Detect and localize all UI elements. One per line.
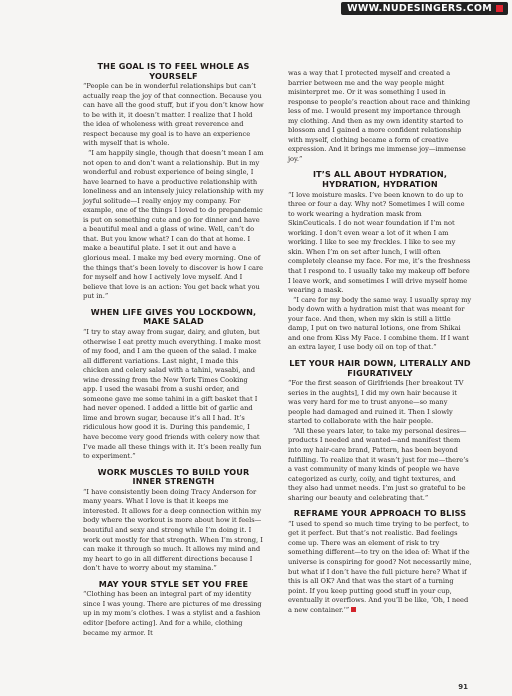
body-paragraph: was a way that I protected myself and created a barrier between me and the way people might misinterpret me. Or it was something I used in response to people’s reaction about race and thinking less of me. I would present my importance through my clothing. And then as my own identity started to blossom and I gained a more confident relationship with myself, clothing became a form of creative expression. And it brings me immense joy—immense joy.” [288,69,471,163]
section-heading: MAY YOUR STYLE SET YOU FREE [98,578,249,589]
body-paragraph: “I love moisture masks. I’ve been known to do up to three or four a day. Why not? Sometimes I will come to work wearing a hydration mask from SkinCeuticals. I do not wear foundation if I’m not working. I don’t even wear a lot of it when I am working. I like to see my freckles. I like to see my skin. When I’m on set after lunch, I will often completely cleanse my face. For me, it’s the freshness that I respond to. I usually take my makeup off before I leave work, and sometimes I will drive myself home wearing a mask. [288,190,471,295]
left-column [83,62,264,638]
section-hydration [288,170,472,352]
section-heading: REFRAME YOUR APPROACH TO BLISS [293,508,467,519]
section-whole [83,62,264,302]
section-heading: WHEN LIFE GIVES YOU LOCKDOWN, MAKE SALAD [90,306,257,327]
end-mark-icon [351,607,356,612]
body-paragraph: “All these years later, to take my personal desires—products I needed and wanted—and manifest them into my hair-care brand, Pattern, has been beyond fulfilling. To realize that it wasn’t just for me—there’s a vast community of many kinds of people we have categorized as curly, coily, and tight textures, and they also had unmet needs. I’m just so grateful to be sharing our beauty and celebrating that.” [288,426,469,502]
section-heading: IT’S ALL ABOUT HYDRATION, HYDRATION, HYDRATION [312,169,448,190]
watermark-badge [341,2,508,15]
body-paragraph-final [288,520,472,615]
section-salad [83,308,264,462]
body-paragraph: “Clothing has been an integral part of my identity since I was young. There are pictures of me dressing up in my mom’s clothes. I was a stylist and a fashion editor [before acting]. And for a while, clothing became my armor. It [83,590,262,637]
watermark-square-icon [496,5,503,12]
section-style-continued [288,69,472,164]
section-muscles [83,468,264,574]
watermark-text: WWW.NUDESINGERS.COM [347,3,492,14]
section-heading: WORK MUSCLES TO BUILD YOUR INNER STRENGTH [97,466,250,487]
body-paragraph: “People can be in wonderful relationships but can’t actually reap the joy of that connection. Because you can have all the good stuff, but if you don’t know how to be with it, it doesn’t matter. I realize that I hold the idea of wholeness with great reverence and respect because my goal is to have an experience with myself that is whole. [83,82,264,148]
right-column [288,69,472,615]
body-paragraph: “I am happily single, though that doesn’t mean I am not open to and don’t want a relationship. But in my wonderful and robust experience of being single, I have learned to have a productive relationship with loneliness and an intensely juicy relationship with my joyful solitude—I really enjoy my company. For example, one of the things I loved to do prepandemic is put on something cute and go for dinner and have a beautiful meal and a glass of wine. Well, can’t do that. But you know what? I can do that at home. I make a beautiful plate. I set it out and have a glorious meal. I make my bed every morning. One of the things that’s been lovely to discover is how I care for myself and how I actively love myself. And I believe that love is an action: You get back what you put in.” [83,149,264,301]
body-paragraph: “I have consistently been doing Tracy Anderson for many years. What I love is that it keeps me interested. It allows for a deep connection within my body where the workout is more about how it feels—beautiful and sexy and strong while I’m doing it. I work out mostly for that strength. When I’m strong, I can make it through so much. It allows my mind and my heart to go in all different directions because I don’t have to worry about my stamina.” [83,487,263,573]
body-paragraph: “I care for my body the same way. I usually spray my body down with a hydration mist that was meant for your face. And then, when my skin is still a little damp, I put on two natural lotions, one from Shikai and one from Kiss My Face. I combine them. If I want an extra layer, I use body oil on top of that.” [288,295,472,352]
section-bliss [288,509,472,615]
page-number: 91 [458,683,468,691]
section-hair [288,359,472,503]
body-paragraph: “I try to stay away from sugar, dairy, and gluten, but otherwise I eat pretty much everything. I make most of my food, and I am the queen of the salad. I make all different variations. Last night, I made this chicken and celery salad with a tahini, wasabi, and wine dressing from the New York Times Cooking app. I used the wasabi from a sushi order, and someone gave me some tahini in a gift basket that I had never opened. I added a little bit of garlic and lime and brown sugar, because it’s all I had. It’s ridiculous how good it is. During this pandemic, I have become very good friends with celery now that I’ve made all these things with it. It’s been really fun to experiment.” [83,327,262,461]
section-heading: LET YOUR HAIR DOWN, LITERALLY AND FIGURATIVELY [289,357,471,378]
body-paragraph: “I used to spend so much time trying to be perfect, to get it perfect. But that’s not realistic. Bad feelings come up. There was an element of risk to try something different—to try on the idea of: What if the universe is conspiring for good? Not necessarily mine, but what if I don’t have the full picture here? What if this is all OK? And that was the start of a turning point. If you keep putting good stuff in your cup, eventually it overflows. And you’ll be like, ‘Oh, I need a new container.’” [288,519,472,614]
section-heading: THE GOAL IS TO FEEL WHOLE AS YOURSELF [97,61,250,81]
section-style [83,580,264,638]
body-paragraph: “For the first season of Girlfriends [her breakout TV series in the aughts], I did my own hair because it was very hard for me to trust anyone—so many people had damaged and ruined it. Then I slowly started to collaborate with the hair people. [288,379,464,426]
